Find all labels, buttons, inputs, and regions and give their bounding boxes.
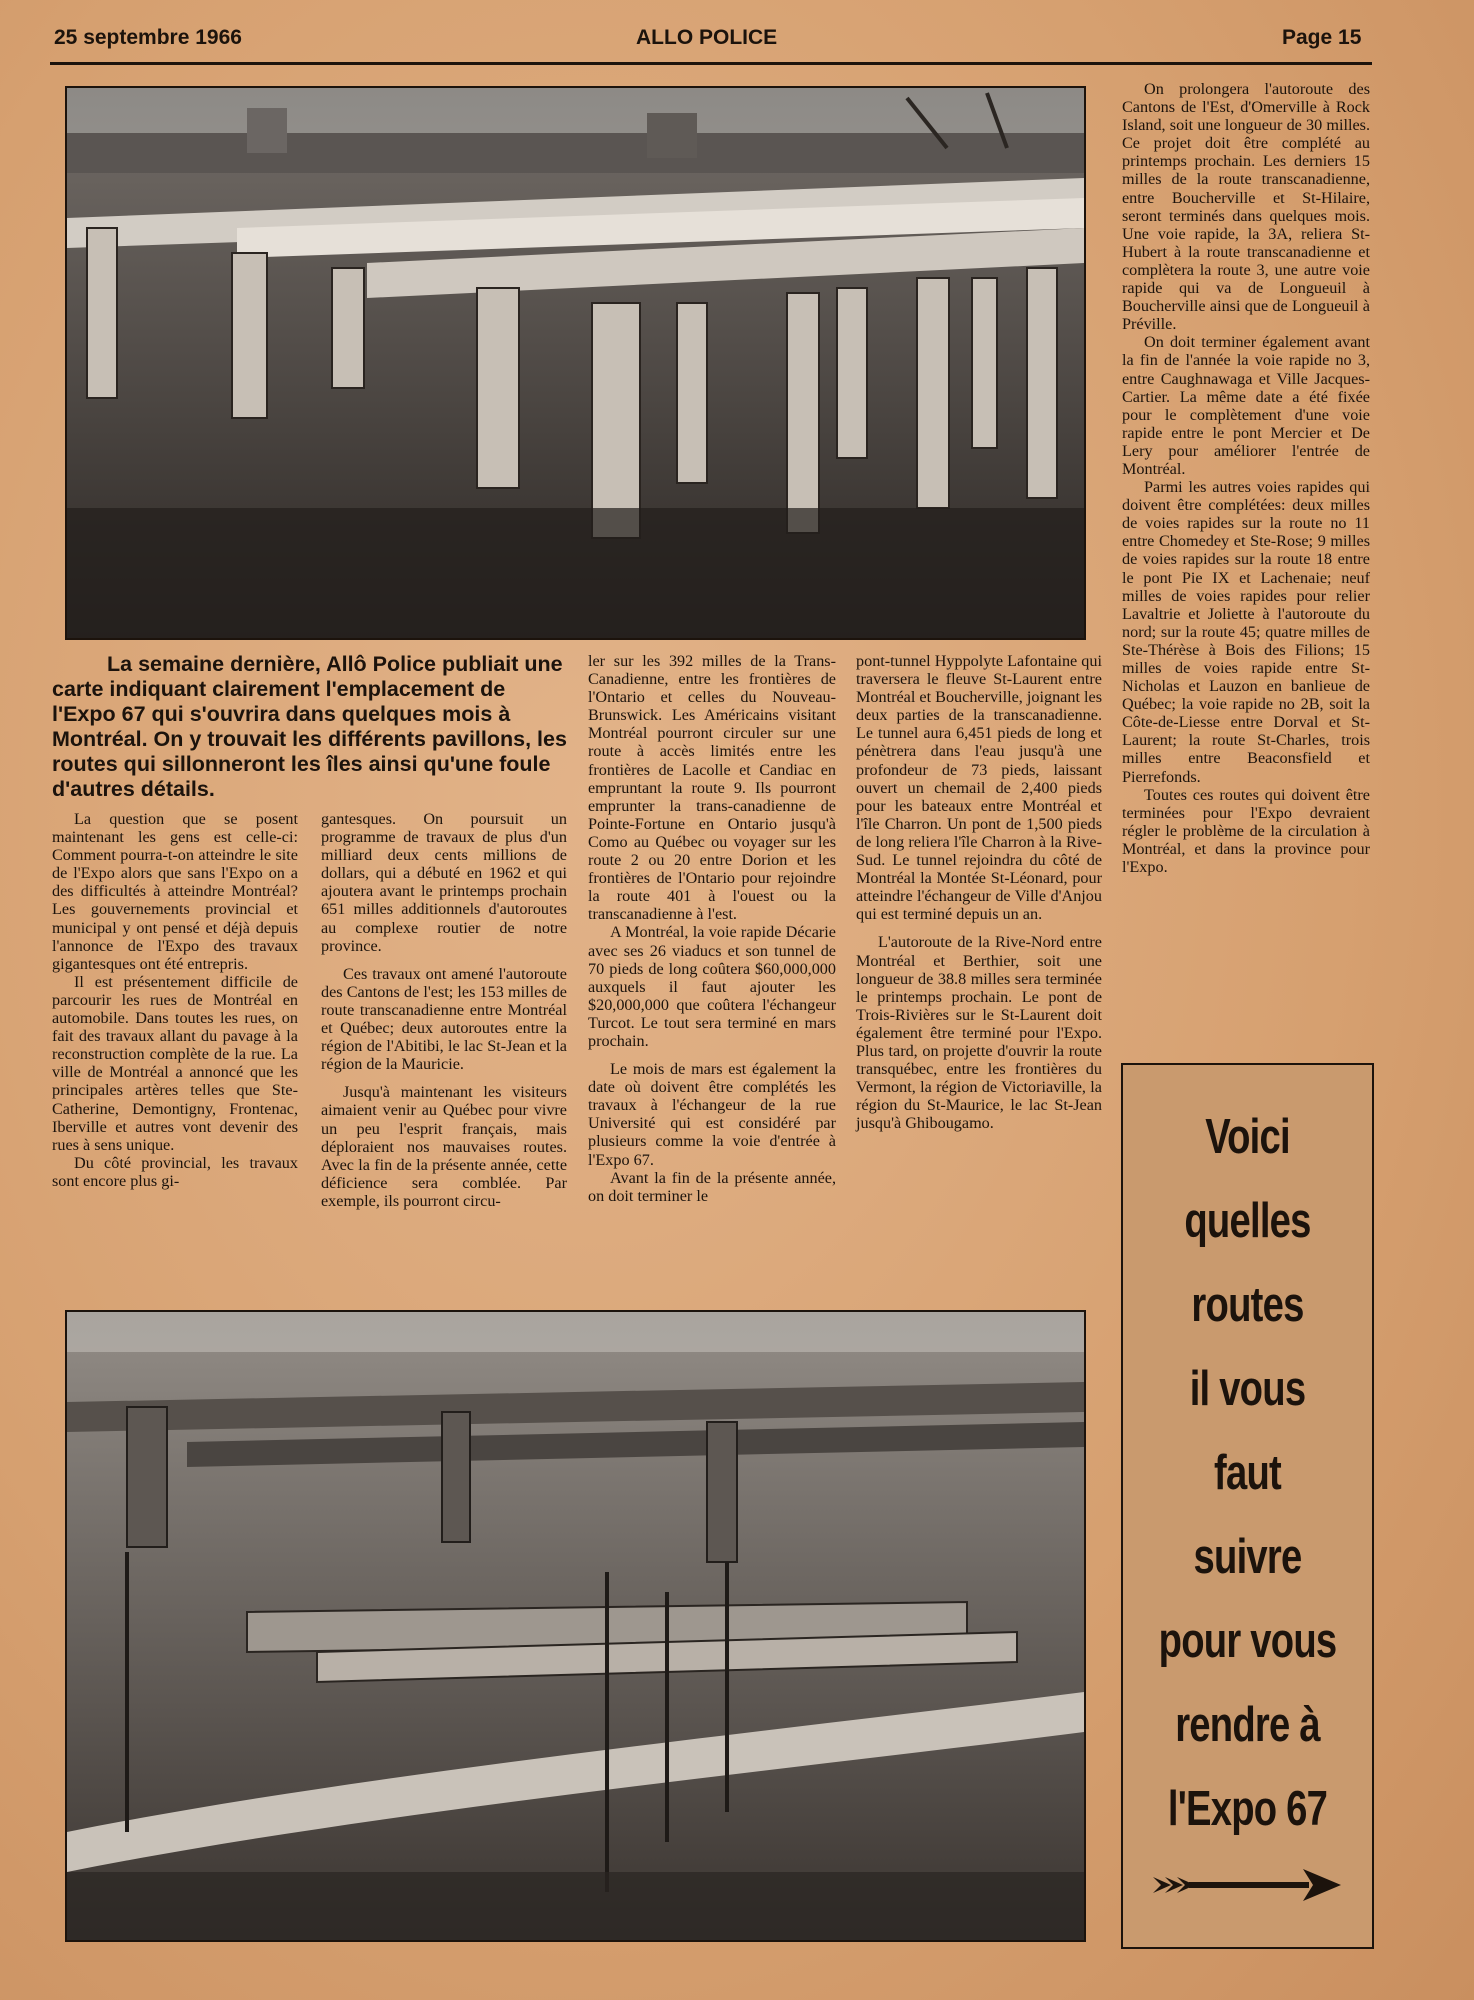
sidebox-title [1150, 1095, 1344, 1851]
col3-paragraph: ler sur les 392 milles de la Trans-Canadienne, entre les frontières de l'Ontario et celles du Nouveau-Brunswick. Les Américains visitant Montréal pourront circuler sur une route à accès limités entre les frontières de Lacolle et Candiac en empruntant la route 9. Ils pourront emprunter la trans-canadienne de Pointe-Fortune en Ontario jusqu'à Como au Québec ou voyager sur les route 2 ou 20 entre Dorion et les frontières de l'Ontario pour rejoindre la route 401 à l'ouest ou la transcanadienne à l'est. [588, 652, 836, 924]
sidebox-title-line: faut [1214, 1446, 1281, 1500]
col4-paragraph: pont-tunnel Hyppolyte Lafontaine qui traversera le fleuve St-Laurent entre Montréal et Boucherville, joignant les deux parties de la transcanadienne. Le tunnel aura 6,451 pieds de long et pénètrera dans l'eau jusqu'à une profondeur de 73 pieds, laissant ouvert un chemail de 2,400 pieds pour les bateaux entre Montréal et l'île Charron. Un pont de 1,500 pieds de long reliera l'île Charron à la Rive-Sud. Le tunnel rejoindra du côté de Montréal la Montée St-Léonard, pour atteindre l'échangeur de Ville d'Anjou qui est terminé depuis un an. [856, 652, 1102, 924]
col3-paragraph: A Montréal, la voie rapide Décarie avec ses 26 viaducs et son tunnel de 70 pieds de long coûtera $60,000,000 auxquels il faut ajouter les $20,000,000 que coûtera l'échangeur Turcot. Le tout sera terminé en mars prochain. [588, 923, 836, 1050]
col5-paragraph: On prolongera l'autoroute des Cantons de l'Est, d'Omerville à Rock Island, soit une longueur de 30 milles. Ce projet doit être complété au printemps prochain. Les derniers 15 milles de la route transcanadienne, entre Boucherville et St-Hilaire, seront terminés dans quelques mois. Une voie rapide, la 3A, reliera St-Hubert à la route transcanadienne et complètera la route 3, une autre voie rapide qui va de Longueuil à Boucherville ainsi que de Longueuil à Préville. [1122, 80, 1370, 334]
routes-sidebox [1121, 1063, 1374, 1949]
header-rule [50, 62, 1372, 65]
col3-paragraph: Le mois de mars est également la date où doivent être complétés les travaux à l'échangeur de la rue Université qui est considéré par plusieurs comme la voie d'entrée à l'Expo 67. [588, 1060, 836, 1169]
sidebox-title-line: routes [1191, 1278, 1304, 1332]
col2-paragraph: gantesques. On poursuit un programme de travaux de plus d'un milliard deux cents millions de dollars, qui a débuté en 1962 et qui ajoutera avant le printemps prochain 651 milles additionnels d'autoroutes au complexe routier de notre province. [321, 810, 567, 955]
col1-paragraph: Du côté provincial, les travaux sont encore plus gi- [52, 1153, 298, 1190]
sidebox-title-line: pour vous [1158, 1614, 1337, 1668]
article-column-5 [1122, 80, 1370, 876]
publication-name: ALLO POLICE [636, 26, 778, 49]
article-lead: La semaine dernière, Allô Police publiait une carte indiquant clairement l'emplacement de l'Expo 67 qui s'ouvrira dans quelques mois à Montréal. On y trouvait les différents pavillons, les routes qui sillonneront les îles ainsi qu'une foule d'autres détails. [52, 652, 567, 801]
page-number: Page 15 [1282, 26, 1362, 49]
article-column-3 [588, 652, 836, 1205]
sidebox-title-line: quelles [1184, 1194, 1311, 1248]
col5-paragraph: On doit terminer également avant la fin de l'année la voie rapide no 3, entre Caughnawaga et Ville Jacques-Cartier. La même date a été fixée pour le complètement d'une voie rapide entre le pont Mercier et De Lery pour améliorer l'entrée de Montréal. [1122, 333, 1370, 478]
sidebox-title-line: Voici [1205, 1110, 1290, 1164]
sidebox-title-line: rendre à [1175, 1698, 1320, 1752]
col5-paragraph: Parmi les autres voies rapides qui doivent être complétées: deux milles de voies rapides sur la route no 11 entre Chomedey et Ste-Rose; 9 milles de voies rapides sur la route 18 entre le pont Pie IX et Lachenaie; neuf milles de voies rapides pour relier Lavaltrie et Joliette à l'autoroute du nord; sur la route 45; quatre milles de Ste-Thérèse à Bois des Filions; 15 milles de voies rapide entre St-Nicholas et Lauzon en banlieue de Québec; la voie rapide no 2B, soit la Côte-de-Liesse entre Dorval et St-Laurent; la route St-Charles, trois milles entre Beaconsfield et Pierrefonds. [1122, 478, 1370, 786]
col2-paragraph: Jusqu'à maintenant les visiteurs aimaient venir au Québec pour vivre un peu l'esprit français, mais déploraient nos mauvaises routes. Avec la fin de la présente année, cette déficience sera comblée. Par exemple, ils pourront circu- [321, 1083, 567, 1210]
sidebox-title-line: il vous [1189, 1362, 1306, 1416]
article-column-2 [321, 810, 567, 1210]
article-column-1 [52, 810, 298, 1190]
col1-paragraph: La question que se posent maintenant les gens est celle-ci: Comment pourra-t-on atteindre le site de l'Expo alors que sans l'Expo on a des difficultés à atteindre Montréal? Les gouvernements provincial et municipal y ont pensé et déjà depuis l'annonce de l'Expo des travaux gigantesques ont été entrepris. [52, 810, 298, 973]
arrow-right-icon [1153, 1865, 1343, 1905]
sidebox-title-line: l'Expo 67 [1167, 1782, 1328, 1836]
col3-paragraph: Avant la fin de la présente année, on doit terminer le [588, 1168, 836, 1205]
sidebox-title-line: suivre [1193, 1530, 1302, 1584]
col5-paragraph: Toutes ces routes qui doivent être terminées pour l'Expo devraient régler le problème de la circulation à Montréal, et dans la province pour l'Expo. [1122, 785, 1370, 877]
col4-paragraph: L'autoroute de la Rive-Nord entre Montréal et Berthier, soit une longueur de 38.8 milles sera terminée le printemps prochain. Le pont de Trois-Rivières sur le St-Laurent doit également être terminé pour l'Expo. Plus tard, on projette d'ouvrir la route transquébec, entre les frontières du Vermont, la région de Victoriaville, la région du St-Maurice, le lac St-Jean jusqu'à Ghibougamo. [856, 933, 1102, 1133]
col2-paragraph: Ces travaux ont amené l'autoroute des Cantons de l'est; les 153 milles de route transcanadienne entre Montréal et Québec; deux autoroutes entre la région de l'Abitibi, le lac St-Jean et la région de la Mauricie. [321, 964, 567, 1074]
interchange-construction-photo [65, 1310, 1086, 1942]
issue-date: 25 septembre 1966 [54, 26, 242, 49]
col1-paragraph: Il est présentement difficile de parcourir les rues de Montréal en automobile. Dans toutes les rues, on fait des travaux allant du pavage à la reconstruction complète de la rue. La ville de Montréal a annoncé que les principales artères telles que Ste-Catherine, Demontigny, Frontenac, Iberville et autres vont devenir des rues à sens unique. [52, 972, 298, 1154]
highway-construction-photo [65, 86, 1086, 640]
article-column-4 [856, 652, 1102, 1132]
